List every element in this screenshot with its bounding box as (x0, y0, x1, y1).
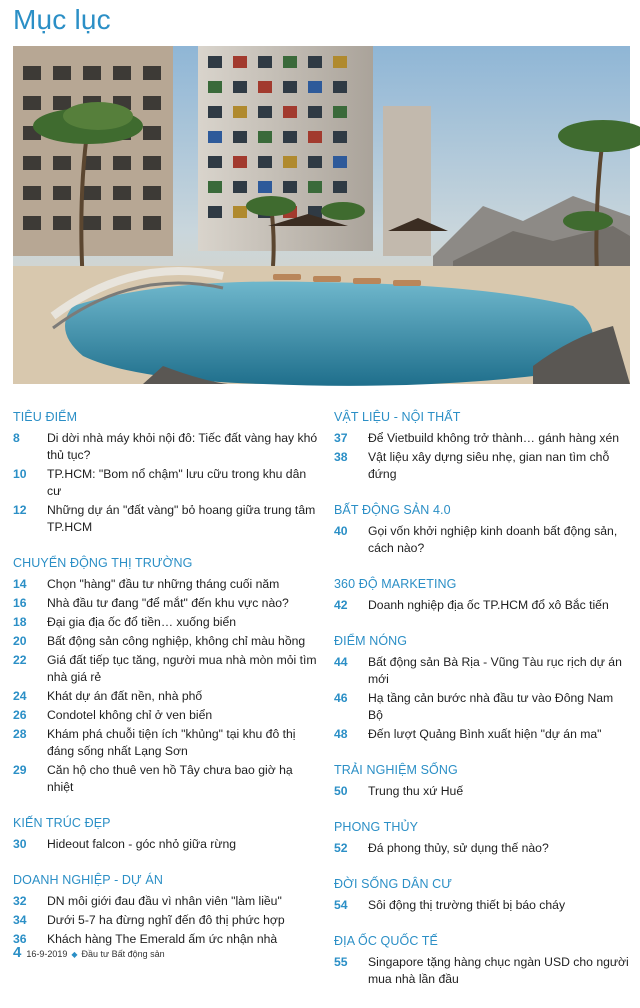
page-number: 30 (13, 837, 27, 851)
page-number: 55 (334, 955, 348, 969)
section-title: DOANH NGHIỆP - DỰ ÁN (13, 873, 163, 887)
entry-title: Doanh nghiệp địa ốc TP.HCM đổ xô Bắc tiến (368, 598, 609, 612)
page-number: 44 (334, 655, 348, 669)
toc-section (334, 877, 630, 914)
toc-section (13, 556, 318, 796)
page-title: Mục lục (13, 4, 111, 35)
page-number: 46 (334, 691, 348, 705)
entry-title: Những dự án "đất vàng" bỏ hoang giữa trung tâm TP.HCM (47, 503, 316, 534)
section-title: PHONG THỦY (334, 820, 419, 834)
page-number: 40 (334, 524, 348, 538)
entry-title: Khách hàng The Emerald ấm ức nhận nhà (47, 932, 278, 946)
page-number: 20 (13, 634, 27, 648)
footer-page-number: 4 (13, 944, 22, 961)
toc-entry[interactable] (334, 597, 630, 614)
entry-title: Chọn "hàng" đầu tư những tháng cuối năm (47, 577, 280, 591)
page-number: 10 (13, 467, 27, 481)
toc-section (334, 577, 630, 614)
entry-title: Gọi vốn khởi nghiệp kinh doanh bất động sản, cách nào? (368, 524, 618, 555)
toc-section (13, 816, 318, 853)
section-title: CHUYỂN ĐỘNG THỊ TRƯỜNG (13, 556, 193, 570)
section-title: KIẾN TRÚC ĐẸP (13, 816, 111, 830)
toc-section (334, 763, 630, 800)
section-title: TIÊU ĐIỂM (13, 410, 78, 424)
toc-entry[interactable] (13, 726, 318, 760)
entry-title: Trung thu xứ Huế (368, 784, 464, 798)
entry-title: DN môi giới đau đầu vì nhân viên "làm liều" (47, 894, 282, 908)
entry-title: Hạ tầng cản bước nhà đầu tư vào Đông Nam Bộ (368, 691, 614, 722)
entry-title: Hideout falcon - góc nhỏ giữa rừng (47, 837, 237, 851)
entry-title: Bất động sản công nghiệp, không chỉ màu hồng (47, 634, 306, 648)
toc-entry[interactable] (334, 449, 630, 483)
page-number: 18 (13, 615, 27, 629)
page-number: 42 (334, 598, 348, 612)
toc-entry[interactable] (13, 893, 318, 910)
page-number: 12 (13, 503, 27, 517)
page-number: 22 (13, 653, 27, 667)
entry-title: Đá phong thủy, sử dụng thế nào? (368, 841, 549, 855)
entry-title: Sôi động thị trường thiết bị báo cháy (368, 898, 566, 912)
toc-entry[interactable] (334, 897, 630, 914)
entry-title: TP.HCM: "Bom nổ chậm" lưu cữu trong khu dân cư (47, 467, 307, 498)
section-title: VẬT LIỆU - NỘI THẤT (334, 410, 461, 424)
entry-title: Condotel không chỉ ở ven biển (47, 708, 213, 722)
page-number: 38 (334, 450, 348, 464)
toc-entry[interactable] (13, 576, 318, 593)
toc-entry[interactable] (13, 688, 318, 705)
section-title: ĐỊA ỐC QUỐC TẾ (334, 934, 438, 948)
entry-title: Singapore tặng hàng chục ngàn USD cho người mua nhà lần đầu (368, 955, 629, 986)
page-number: 54 (334, 898, 348, 912)
toc-section (334, 410, 630, 483)
toc-entry[interactable] (334, 523, 630, 557)
toc-entry[interactable] (334, 430, 630, 447)
toc-section (334, 634, 630, 743)
section-title: ĐỜI SỐNG DÂN CƯ (334, 877, 453, 891)
toc-entry[interactable] (13, 430, 318, 464)
hero-image (13, 46, 630, 384)
entry-title: Dưới 5-7 ha đừng nghĩ đến đô thị phức hợp (47, 913, 285, 927)
page-number: 34 (13, 913, 27, 927)
page-number: 28 (13, 727, 27, 741)
entry-title: Di dời nhà máy khỏi nội đô: Tiếc đất vàng hay khó thủ tục? (47, 431, 318, 462)
diamond-icon: ◆ (71, 950, 78, 959)
toc-entry[interactable] (334, 840, 630, 857)
toc-left-column (13, 410, 318, 968)
toc-entry[interactable] (334, 690, 630, 724)
page-number: 50 (334, 784, 348, 798)
toc-entry[interactable] (13, 595, 318, 612)
page-number: 16 (13, 596, 27, 610)
page-footer (13, 944, 165, 961)
toc-entry[interactable] (13, 633, 318, 650)
entry-title: Đại gia địa ốc đổ tiền… xuống biển (47, 615, 237, 629)
page-number: 32 (13, 894, 27, 908)
toc-entry[interactable] (13, 762, 318, 796)
toc-section (13, 873, 318, 948)
toc-entry[interactable] (334, 726, 630, 743)
toc-section (334, 503, 630, 557)
footer-publication: Đầu tư Bất động sản (81, 949, 165, 959)
page-number: 37 (334, 431, 348, 445)
entry-title: Vật liệu xây dựng siêu nhẹ, gian nan tìm chỗ đứng (368, 450, 610, 481)
toc-entry[interactable] (13, 614, 318, 631)
section-title: BẤT ĐỘNG SẢN 4.0 (334, 503, 451, 517)
toc-entry[interactable] (334, 783, 630, 800)
entry-title: Nhà đầu tư đang "để mắt" đến khu vực nào? (47, 596, 289, 610)
entry-title: Căn hộ cho thuê ven hồ Tây chưa bao giờ hạ nhiệt (47, 763, 293, 794)
toc-entry[interactable] (334, 654, 630, 688)
section-title: 360 ĐỘ MARKETING (334, 577, 457, 591)
toc-entry[interactable] (13, 652, 318, 686)
toc-section (334, 820, 630, 857)
entry-title: Giá đất tiếp tục tăng, người mua nhà mòn mỏi tìm nhà giá rẻ (47, 653, 317, 684)
section-title: ĐIỂM NÓNG (334, 634, 408, 648)
entry-title: Khám phá chuỗi tiện ích "khủng" tại khu đô thị đáng sống nhất Lạng Sơn (47, 727, 296, 758)
page-number: 29 (13, 763, 27, 777)
page-number: 8 (13, 431, 20, 445)
page-number: 26 (13, 708, 27, 722)
footer-date: 16-9-2019 (26, 949, 68, 959)
toc-entry[interactable] (13, 912, 318, 929)
toc-section (13, 410, 318, 536)
entry-title: Để Vietbuild không trở thành… gánh hàng xén (368, 431, 620, 445)
toc-entry[interactable] (334, 954, 630, 988)
toc-right-column (334, 410, 630, 1008)
entry-title: Đến lượt Quảng Bình xuất hiện "dự án ma" (368, 727, 602, 741)
toc-entry[interactable] (13, 836, 318, 853)
toc-entry[interactable] (13, 502, 318, 536)
toc-entry[interactable] (13, 466, 318, 500)
page-number: 14 (13, 577, 27, 591)
entry-title: Khát dự án đất nền, nhà phố (47, 689, 203, 703)
page-number: 36 (13, 932, 27, 946)
entry-title: Bất động sản Bà Rịa - Vũng Tàu rục rịch dự án mới (368, 655, 622, 686)
page-number: 48 (334, 727, 348, 741)
toc-entry[interactable] (13, 707, 318, 724)
page-number: 52 (334, 841, 348, 855)
resort-pool-illustration (13, 46, 630, 384)
page-number: 24 (13, 689, 27, 703)
toc-section (334, 934, 630, 988)
section-title: TRẢI NGHIỆM SỐNG (334, 763, 458, 777)
